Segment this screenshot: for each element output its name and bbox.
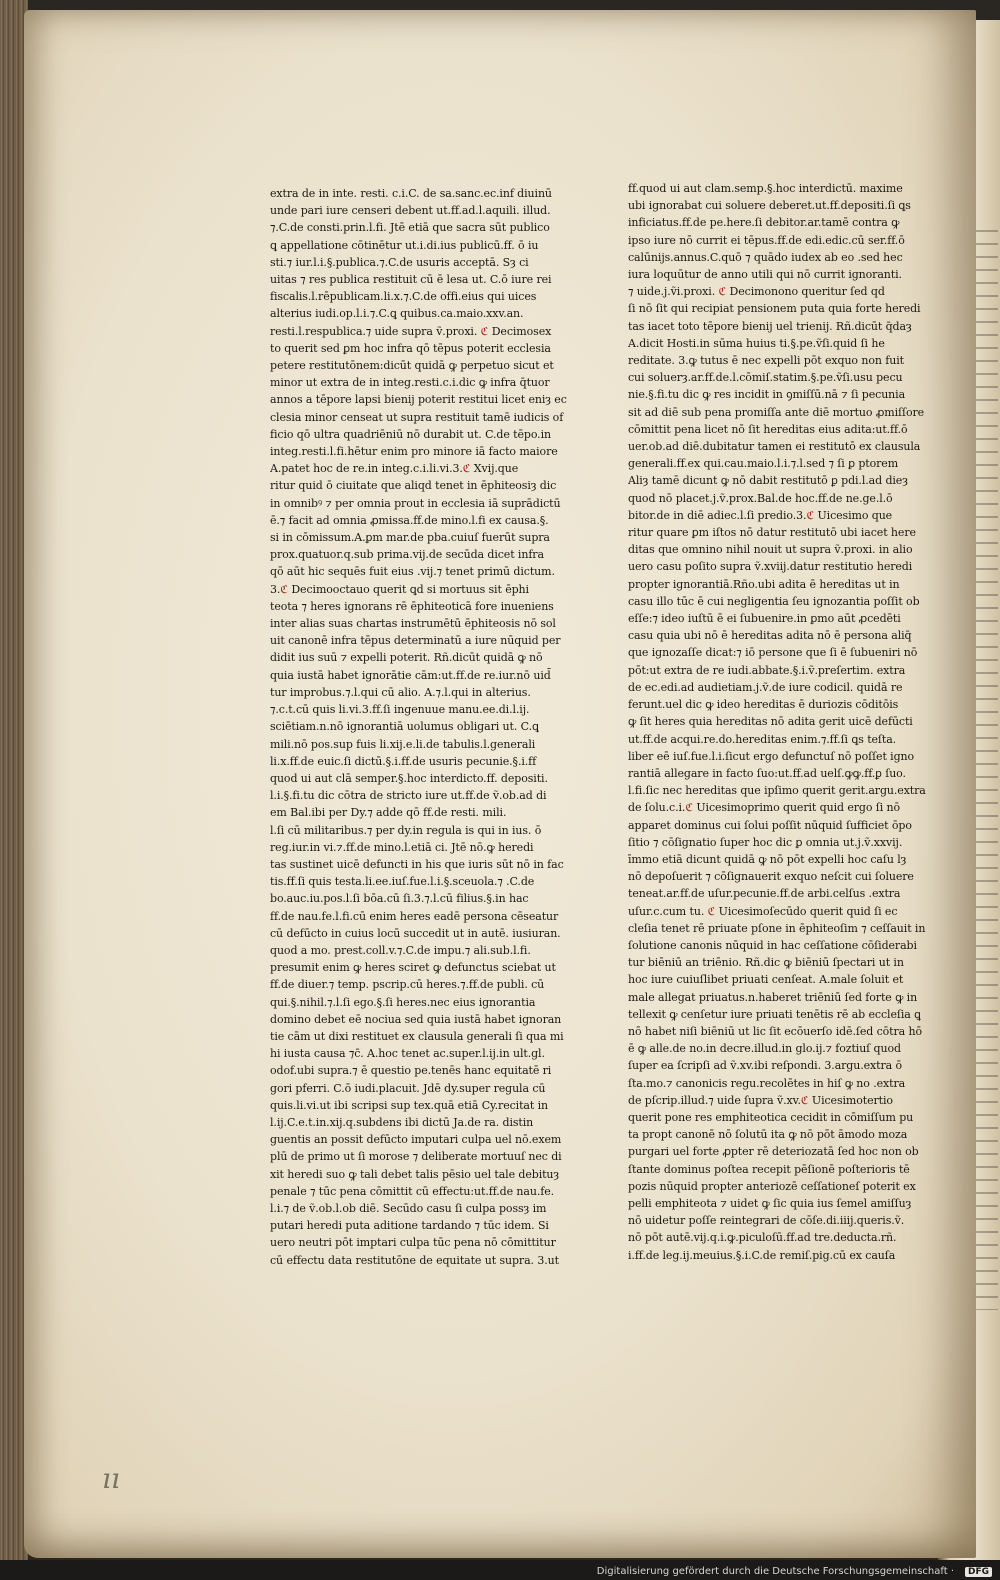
text-line: cui soluerȝ.ar.ff.de.l.cōmiſ.statim.§.pe.ṽſi.usu pecu	[628, 371, 903, 385]
text-line: fiscalis.l.rēpublicam.li.x.⁊.C.de offi.eius qui uices	[270, 290, 537, 304]
text-line: putari heredi puta aditione tardando ⁊ tūc idem. Si	[270, 1219, 549, 1233]
text-line: ſtante dominus poſtea recepit pēſionē poſterioris tē	[628, 1162, 910, 1176]
text-line: ferunt.uel dic ꝙ ideo hereditas ē duriozis cōditōis	[628, 698, 899, 712]
text-line: calūnijs.annus.C.quō ⁊ quādo iudex ab eo .sed hec	[628, 250, 903, 264]
text-line: unde pari iure censeri debent ut.ff.ad.l.aquili. illud.	[270, 204, 551, 218]
text-line: to querit sed ꝑm hoc infra qō tēpus poterit ecclesia	[270, 341, 551, 355]
text-line: tellexit ꝙ cenſetur iure priuati tenētis rē ab eccleſia ꝗ	[628, 1007, 921, 1021]
text-column-right	[628, 180, 933, 1264]
text-line: 3.ℭ Decimooctauo querit ꝗd si mortuus sit ēphi	[270, 582, 529, 596]
text-line: clesia minor censeat ut supra restituit tamē iudicis of	[270, 410, 564, 424]
text-line: uero neutri pōt imptari culpa tūc pena nō cōmittitur	[270, 1236, 556, 1250]
text-line: ritur quid ō ciuitate que aliqd tenet in ēphiteosiȝ dic	[270, 479, 557, 493]
text-line: ficio qō ultra quadriēniū nō durabit ut. C.de tēpo.in	[270, 427, 551, 441]
text-line: em Bal.ibi per Dy.⁊ adde qō ff.de resti. mili.	[270, 806, 507, 820]
text-line: quod ui aut clā semper.§.hoc interdicto.ff. depositi.	[270, 771, 548, 785]
text-line: xit heredi suo ꝙ tali debet talis pēsio uel tale debituȝ	[270, 1167, 560, 1181]
text-line: nō habet niſi biēniū ut lic ſit ecōuerſo idē.ſed cōtra hō	[628, 1024, 923, 1038]
text-line: reditate. 3.ꝙ tutus ē nec expelli pōt exquo non fuit	[628, 354, 904, 368]
text-line: cleſia tenet rē priuate pſone in ēphiteoſim ⁊ ceſſauit in	[628, 921, 926, 935]
text-line: ſolutione canonis nūquid in hac ceſſatione cōſiderabi	[628, 938, 917, 952]
text-line: ff.de nau.fe.l.fi.cū enim heres eadē persona cēseatur	[270, 909, 559, 923]
text-line: de ſolu.c.i.ℭ Uicesimoprimo querit quid ergo ſi nō	[628, 801, 901, 815]
text-line: resti.l.respublica.⁊ uide supra ṽ.proxi. ℭ Decimosex	[270, 324, 552, 338]
text-line: in omnibꝰ ⁊ per omnia prout in ecclesia iā suprādictū	[270, 496, 561, 510]
text-line: annos a tēpore lapsi bienij poterit restitui licet eniȝ ec	[270, 393, 567, 407]
text-line: quod a mo. prest.coll.v.⁊.C.de impu.⁊ ali.sub.l.fi.	[270, 943, 531, 957]
text-line: ditas que omnino nihil nouit ut supra ṽ.proxi. in alio	[628, 543, 913, 557]
text-line: tas sustinet uicē defuncti in his que iuris sūt nō in fac	[270, 857, 564, 871]
text-line: sciētiam.n.nō ignorantiā uolumus obligari ut. C.ꝗ	[270, 720, 539, 734]
text-line: l.i.§.fi.tu dic cōtra de stricto iure ut.ff.de ṽ.ob.ad di	[270, 789, 547, 803]
text-line: guentis an possit defūcto imputari culpa uel nō.exem	[270, 1133, 562, 1147]
text-line: quod nō placet.j.ṽ.prox.Bal.de hoc.ff.de ne.ge.l.ō	[628, 491, 893, 505]
text-line: uero casu poſito supra ṽ.xviij.datur restitutio heredi	[628, 560, 913, 574]
text-line: plū de primo ut ſi morose ⁊ deliberate mortuuſ nec di	[270, 1150, 562, 1164]
text-line: petere restitutōnem:dicūt quidā ꝙ perpetuo sicut et	[270, 359, 554, 373]
text-line: prox.quatuor.q.sub prima.vij.de secūda dicet infra	[270, 548, 544, 562]
text-line: minor ut extra de in integ.resti.c.i.dic ꝙ infra q̄tuor	[270, 376, 550, 390]
text-line: teota ⁊ heres ignorans rē ēphiteoticā fore inueniens	[270, 599, 554, 613]
text-line: tur biēniū an triēnio. Rñ.dic ꝙ biēniū ſpectari ut in	[628, 956, 904, 970]
text-line: ꝗ appellatione cōtinētur ut.i.di.ius publicū.ff. ō iu	[270, 238, 539, 252]
text-line: ff.de diuer.⁊ temp. pscrip.cū heres.⁊.ff.de publi. cū	[270, 978, 545, 992]
text-line: qō aūt hic sequēs fuit eius .vij.⁊ tenet primū dictum.	[270, 565, 555, 579]
text-line: iura loquūtur de anno utili qui nō currit ignoranti.	[628, 268, 902, 282]
text-line: l.ij.C.e.t.in.xij.q.subdens ibi dictū Ja.de ra. distin	[270, 1115, 534, 1129]
text-line: uſur.c.cum tu. ℭ Uicesimoſecūdo querit quid ſi ec	[628, 904, 898, 918]
text-line: presumit enim ꝙ heres sciret ꝙ defunctus sciebat ut	[270, 961, 556, 975]
text-line: l.i.⁊ de ṽ.ob.l.ob diē. Secūdo casu ſi culpa possȝ im	[270, 1201, 547, 1215]
dfg-logo: DFG	[965, 1567, 992, 1577]
text-line: purgari uel forte ꝓpter rē deteriozatā ſed hoc non ob	[628, 1145, 919, 1159]
text-line: querit pone res emphiteotica cecidit in cōmiſſum pu	[628, 1110, 914, 1124]
text-line: ſi nō ſit qui recipiat pensionem puta quia forte heredi	[628, 302, 921, 316]
text-line: tas iacet toto tēpore bienij uel trienij. Rñ.dicūt q̄daȝ	[628, 319, 912, 333]
text-line: que ignozaſſe dicat:⁊ iō persone que ſi ē ſubueniri nō	[628, 646, 918, 660]
text-line: ⁊.c.t.cū quis li.vi.3.ff.ſi ingenuue manu.ee.di.l.ij.	[270, 703, 530, 717]
text-line: ut.ff.de acqui.re.do.hereditas enim.⁊.ff.ſi ꝗs teſta.	[628, 732, 897, 746]
text-line: ſta.mo.⁊ canonicis regu.recolētes in hiſ ꝙ no .extra	[628, 1076, 906, 1090]
text-line: nō pōt autē.vij.q.i.ꝙ.piculoſū.ff.ad tre.deducta.rñ.	[628, 1231, 897, 1245]
text-line: i.ff.de leg.ij.meuius.§.i.C.de remiſ.pig.cū ex cauſa	[628, 1248, 896, 1262]
text-line: ⁊.C.de consti.prin.l.fi. Jtē etiā que sacra sūt publico	[270, 221, 550, 235]
text-line: inficiatus.ff.de pe.here.ſi debitor.ar.tamē contra ꝙ	[628, 216, 900, 230]
text-line: bitor.de in diē adiec.l.ſi predio.3.ℭ Uicesimo que	[628, 508, 893, 522]
text-line: de ec.edi.ad audietiam.j.ṽ.de iure codicil. quidā re	[628, 680, 903, 694]
text-line: A.patet hoc de re.in integ.c.i.li.vi.3.ℭ Xvij.que	[270, 462, 519, 476]
text-line: didit ius suū ⁊ expelli poterit. Rñ.dicūt quidā ꝙ nō	[270, 651, 543, 665]
text-line: nō depoſuerit ⁊ cōſignauerit exquo neſcit cui ſoluere	[628, 870, 914, 884]
text-line: alterius iudi.op.l.i.⁊.C.ꝗ quibus.ca.maio.xxv.an.	[270, 307, 524, 321]
text-line: domino debet eē nociua sed quia iustā habet ignoran	[270, 1012, 562, 1026]
text-line: uer.ob.ad diē.dubitatur tamen ei restitutō ex clausula	[628, 440, 921, 454]
text-line: teneat.ar.ff.de uſur.pecunie.ff.de arbi.celſus .extra	[628, 887, 901, 901]
text-line: liber eē iuſ.fue.l.i.ſicut ergo defunctuſ nō poſſet igno	[628, 749, 915, 763]
text-line: casu quia ubi nō ē hereditas adita nō ē persona aliq̄	[628, 629, 912, 643]
text-line: gori pferri. C.ō iudi.placuit. Jdē dy.super regula cū	[270, 1081, 546, 1095]
text-line: li.x.ff.de euic.ſi dictū.§.i.ff.de usuris pecunie.§.i.ff	[270, 754, 537, 768]
text-line: hi iusta causa ⁊c̄. A.hoc tenet ac.super.l.ij.in ult.gl.	[270, 1047, 545, 1061]
text-line: ipso iure nō currit ei tēpus.ff.de edi.edic.cū ser.ff.ō	[628, 233, 905, 247]
text-line: tis.ff.ſi quis testa.li.ee.iuſ.fue.l.i.§.sceuola.⁊ .C.de	[270, 875, 535, 889]
text-line: uitas ⁊ res publica restituit cū ē lesa ut. C.ō iure rei	[270, 273, 552, 287]
text-line: generali.ff.ex qui.cau.maio.l.i.⁊.l.sed ⁊ ſi ꝑ ptorem	[628, 457, 899, 471]
footer-credit: Digitalisierung gefördert durch die Deutsche Forschungsgemeinschaft ·	[596, 1566, 954, 1577]
text-line: cū defūcto in cuius locū succedit ut in autē. iusiuran.	[270, 926, 561, 940]
text-line: tur improbus.⁊.l.qui cū alio. A.⁊.l.qui in alterius.	[270, 685, 531, 699]
text-line: propter ignorantiā.Rño.ubi adita ē hereditas ut in	[628, 577, 900, 591]
text-line: ſuper ea ſcripſi ad ṽ.xv.ibi reſpondi. 3.argu.extra ō	[628, 1059, 902, 1073]
text-line: nie.§.fi.tu dic ꝙ res incidit in ꝯmiſſū.nā ⁊ ſi pecunia	[628, 388, 906, 402]
text-line: quis.li.vi.ut ibi scripsi sup tex.quā etiā Cy.recitat in	[270, 1098, 548, 1112]
text-line: nō uidetur poſſe reintegrari de cōſe.di.iiij.queris.ṽ.	[628, 1214, 905, 1228]
text-line: uit canonē infra tēpus determinatū a iure nūquid per	[270, 634, 561, 648]
text-line: hoc iure cuiuſlibet priuati cenſeat. A.male ſoluit et	[628, 973, 904, 987]
text-line: casu illo tūc ē cui negligentia ſeu ignozantia poſſit ob	[628, 594, 920, 608]
text-line: ē ꝙ alle.de no.in decre.illud.in glo.ij.⁊ foztiuſ quod	[628, 1042, 901, 1056]
text-line: extra de in inte. resti. c.i.C. de sa.sanc.ec.inf diuinū	[270, 187, 552, 200]
text-line: ē.⁊ facit ad omnia ꝓmissa.ff.de mino.l.fi ex causa.§.	[270, 513, 549, 527]
text-line: cū effectu data restitutōne de equitate ut supra. 3.ut	[270, 1253, 559, 1267]
text-line: pelli emphiteota ⁊ uidet ꝙ ſic quia ius ſemel amiſſuȝ	[628, 1196, 912, 1210]
text-line: sit ad diē sub pena promiſſa ante diē mortuo ꝓmiſſore	[628, 405, 925, 419]
text-line: mili.nō pos.sup fuis li.xij.e.li.de tabulis.l.generali	[270, 737, 536, 751]
text-line: cōmittit pena licet nō ſit hereditas eius adita:ut.ff.ō	[628, 422, 908, 436]
text-line: īmmo etiā dicunt quidā ꝙ nō pōt expelli hoc caſu lȝ	[628, 852, 907, 866]
text-line: quia iustā habet ignorātie cām:ut.ff.de re.iur.nō uid̄	[270, 668, 551, 682]
text-line: ritur quare ꝑm iſtos nō datur restitutō ubi iacet here	[628, 526, 916, 540]
text-line: ſitio ⁊ cōſignatio ſuper hoc dic ꝑ omnia ut.j.ṽ.xxvij.	[628, 835, 903, 849]
text-line: bo.auc.iu.pos.l.ſi bōa.cū ſi.3.⁊.l.cū filius.§.in hac	[270, 892, 529, 906]
text-line: eſſe:⁊ ideo iuſtū ē ei ſubuenire.in ꝑmo aūt ꝓcedēti	[628, 612, 901, 626]
text-line: pōt:ut extra de re iudi.abbate.§.i.ṽ.preſertim. extra	[628, 663, 906, 677]
text-line: sti.⁊ iur.l.i.§.publica.⁊.C.de usuris acceptā. Sȝ ci	[270, 255, 529, 269]
text-line: male allegat priuatus.n.haberet triēniū ſed forte ꝙ in	[628, 990, 918, 1004]
text-line: integ.resti.l.fi.hētur enim pro minore iā facto maiore	[270, 445, 558, 459]
text-line: ubi ignorabat cui soluere deberet.ut.ff.depositi.ſi ꝗs	[628, 199, 911, 213]
text-line: ꝙ ſit heres quia hereditas nō adita gerit uicē defūcti	[628, 715, 913, 729]
pencil-mark: ıı	[102, 1462, 120, 1495]
text-line: reg.iur.in vi.⁊.ff.de mino.l.etiā ci. Jtē nō.ꝙ heredi	[270, 840, 534, 854]
text-line: tie cām ut dixi restituet ex clausula generali ſi qua mi	[270, 1029, 564, 1043]
text-line: pozis nūquid propter anteriozē ceſſationeſ poterit ex	[628, 1179, 916, 1193]
text-line: ta propt canonē nō ſolutū ita ꝙ nō pōt āmodo moza	[628, 1128, 908, 1142]
text-line: A.dicit Hosti.in sūma huius ti.§.pe.ṽſi.quid ſi he	[628, 336, 885, 350]
text-line: si in cōmissum.A.ꝑm mar.de pba.cuiuſ fuerūt supra	[270, 531, 550, 545]
text-line: apparet dominus cui ſolui poſſit nūquid ſufficiet ōpo	[628, 818, 912, 832]
text-line: ⁊ uide.j.ṽi.proxi. ℭ Decimonono queritur ſed qd	[628, 285, 885, 299]
text-line: rantiā allegare in facto ſuo:ut.ff.ad uelſ.ꝙꝙ.ff.ꝑ ſuo.	[628, 766, 906, 780]
text-line: inter alias suas chartas instrumētū ēphiteosis nō sol	[270, 617, 556, 631]
text-line: l.fi.ſic nec hereditas que ipſimo querit gerit.argu.extra	[628, 784, 926, 798]
text-line: ff.quod ui aut clam.semp.§.hoc interdictū. maxime	[628, 182, 903, 195]
text-line: qui.§.nihil.⁊.l.ſi ego.§.ſi heres.nec eius ignorantia	[270, 995, 536, 1009]
text-line: l.ſi cū militaribus.⁊ per dy.in regula is qui in ius. ō	[270, 823, 542, 837]
text-line: odof.ubi supra.⁊ ē questio pe.tenēs hanc equitatē ri	[270, 1064, 552, 1078]
text-line: de pſcrip.illud.⁊ uide ſupra ṽ.xv.ℭ Uicesimotertio	[628, 1093, 893, 1107]
text-line: penale ⁊ tūc pena cōmittit cū effectu:ut.ff.de nau.fe.	[270, 1184, 555, 1198]
text-line: Aliȝ tamē dicunt ꝙ nō dabit restitutō ꝑ pdi.l.ad dieȝ	[628, 474, 908, 488]
text-column-left	[270, 185, 570, 1269]
